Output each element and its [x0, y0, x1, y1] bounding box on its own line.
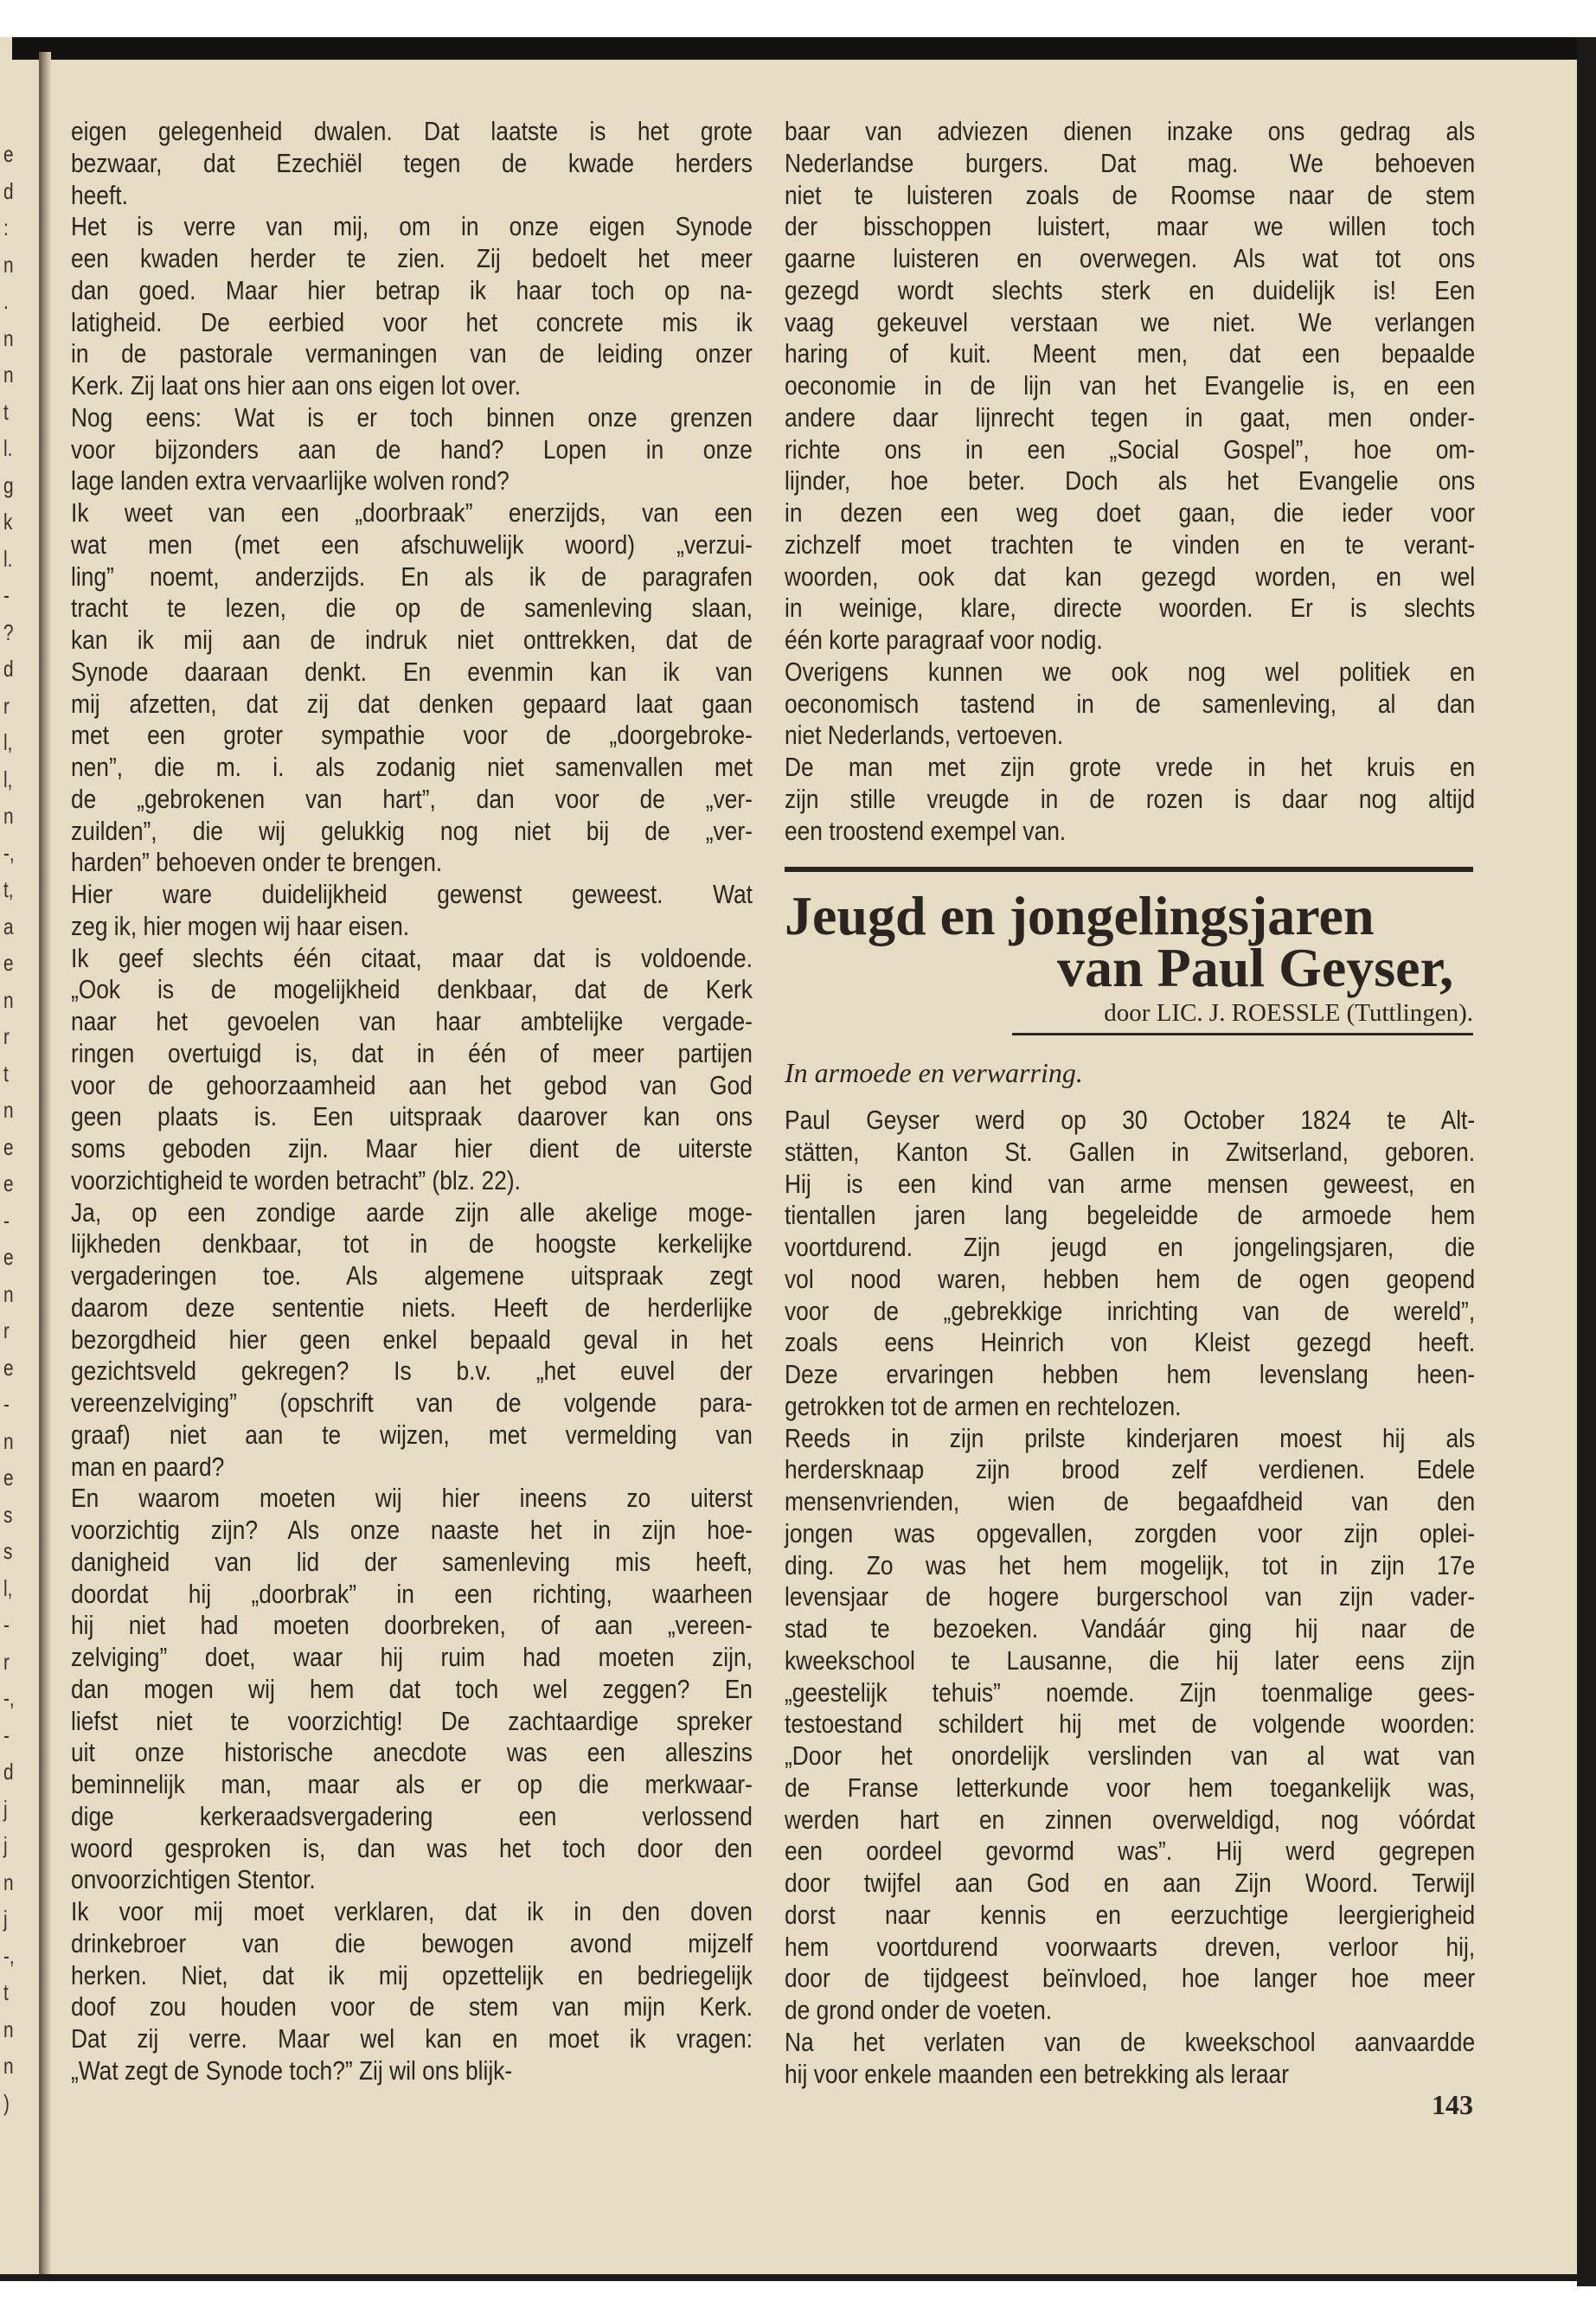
text-line: Ik weet van een „doorbraak” enerzijds, van een [71, 497, 753, 528]
text-line: hem voortdurend voorwaarts dreven, verloor hij, [785, 1931, 1476, 1962]
margin-fragment: n [3, 2053, 14, 2079]
text-line: een kwaden herder te zien. Zij bedoelt het meer [71, 243, 753, 273]
text-line: vereenzelviging” (opschrift van de volgende para- [71, 1388, 753, 1418]
paragraph [71, 116, 753, 211]
text-line: de grond onder de voeten. [785, 1995, 1053, 2025]
left-column [71, 116, 753, 2087]
text-line: herken. Niet, dat ik mij opzettelijk en bedriegelijk [71, 1959, 753, 1990]
article-subheading: In armoede en verwarring. [785, 1057, 1083, 1088]
paragraph [785, 2027, 1475, 2091]
text-line: gezegd wordt slechts sterk en duidelijk is! Een [785, 274, 1476, 305]
top-scan-border [12, 37, 1577, 60]
text-line: met een groter sympathie voor de „doorgebroke- [71, 720, 753, 751]
margin-fragment: - [3, 1391, 10, 1417]
text-line: Na het verlaten van de kweekschool aanvaardde [785, 2026, 1476, 2057]
margin-fragment: s [3, 1538, 13, 1564]
text-line: kweekschool te Lausanne, die hij later eens zijn [785, 1644, 1476, 1676]
text-line: heeft. [71, 179, 128, 210]
text-line: ding. Zo was het hem mogelijk, tot in zijn 17e [785, 1549, 1476, 1580]
text-line: eigen gelegenheid dwalen. Dat laatste is het grote [71, 116, 753, 146]
text-line: voor de gehoorzaamheid aan het gebod van God [71, 1069, 753, 1100]
margin-fragment: e [3, 1465, 14, 1490]
margin-fragment: l, [3, 766, 13, 792]
text-line: graaf) niet aan te wijzen, met vermelding van [71, 1419, 753, 1450]
text-line: gezichtsveld gekregen? Is b.v. „het euvel der [71, 1356, 753, 1387]
text-line: daarom deze sententie niets. Heeft de herderlijke [71, 1292, 753, 1323]
margin-fragment: n [3, 1097, 14, 1123]
text-line: der bisschoppen luistert, maar we willen toch [785, 211, 1476, 242]
text-line: „Wat zegt de Synode toch?” Zij wil ons blijk- [71, 2054, 513, 2086]
margin-fragment: - [3, 1612, 10, 1638]
paragraph [785, 1423, 1475, 2027]
article-title-line2: van Paul Geyser, [1057, 937, 1454, 998]
margin-fragment: r [3, 1648, 10, 1675]
paragraph [71, 1483, 753, 1896]
margin-fragment: . [3, 288, 9, 314]
text-line: vergaderingen toe. Als algemene uitspraak zegt [71, 1260, 753, 1291]
text-line: onvoorzichtigen Stentor. [71, 1864, 316, 1895]
text-line: danigheid van lid der samenleving mis heeft, [71, 1546, 753, 1577]
text-line: zeg ik, hier mogen wij haar eisen. [71, 910, 410, 941]
margin-fragment: l, [3, 729, 13, 755]
text-line: Overigens kunnen we ook nog wel politiek en [785, 656, 1476, 687]
text-line: door twijfel aan God en aan Zijn Woord. Terwijl [785, 1868, 1476, 1898]
text-line: zelviging” doet, waar hij ruim had moeten zijn, [71, 1642, 753, 1672]
text-line: zijn stille vreugde in de rozen is daar nog altijd [785, 783, 1476, 814]
text-line: „Ook is de mogelijkheid denkbaar, dat de Kerk [71, 974, 753, 1005]
paragraph [71, 1197, 753, 1484]
text-line: De man met zijn grote vrede in het kruis en [785, 752, 1476, 782]
previous-page-margin-fragments [3, 138, 29, 2124]
margin-fragment: n [3, 2016, 14, 2042]
text-line: Kerk. Zij laat ons hier aan ons eigen lot over. [71, 370, 521, 401]
margin-fragment: - [3, 1207, 10, 1234]
margin-fragment: n [3, 986, 14, 1013]
margin-fragment: -, [3, 839, 15, 866]
text-line: geen plaats is. Een uitspraak daarover kan ons [71, 1101, 753, 1132]
margin-fragment: n [3, 362, 14, 388]
text-line: baar van adviezen dienen inzake ons gedrag als [785, 116, 1476, 146]
margin-fragment: s [3, 1501, 13, 1528]
text-line: lijnder, hoe beter. Doch als het Evangelie ons [785, 465, 1476, 497]
margin-fragment: l. [3, 545, 13, 572]
text-line: herdersknaap zijn brood zelf verdienen. Edele [785, 1454, 1476, 1485]
margin-fragment: n [3, 1280, 14, 1307]
margin-fragment: d [3, 1759, 14, 1785]
paragraph [785, 657, 1475, 752]
paragraph [71, 943, 753, 1197]
text-line: oeconomie in de lijn van het Evangelie is, en een [785, 370, 1476, 401]
text-line: levensjaar de hogere burgerschool van zijn vader- [785, 1581, 1476, 1612]
margin-fragment: t [3, 1979, 9, 2005]
text-line: harden” behoeven onder te brengen. [71, 847, 443, 878]
text-line: naar het gevoelen van haar ambtelijke vergade- [71, 1006, 753, 1036]
text-line: Deze ervaringen hebben hem levenslang heen- [785, 1359, 1476, 1389]
text-line: lage landen extra vervaarlijke wolven rond? [71, 465, 510, 497]
text-line: de Franse letterkunde voor hem toegankelijk was, [785, 1772, 1476, 1803]
margin-fragment: e [3, 950, 14, 976]
margin-fragment: e [3, 1354, 14, 1381]
text-line: nen”, die m. i. als zodanig niet samenvallen met [71, 752, 753, 782]
text-line: testoestand schildert hij met de volgende woorden: [785, 1708, 1476, 1740]
text-line: dan mogen wij hem dat toch wel zeggen? En [71, 1673, 753, 1704]
margin-fragment: e [3, 1244, 14, 1270]
article-title-line1: Jeugd en jongelingsjaren [785, 885, 1375, 946]
text-line: tientallen jaren lang begeleidde de armoede hem [785, 1200, 1476, 1231]
text-line: bezorgdheid hier geen enkel bepaald geval in het [71, 1324, 753, 1355]
text-line: „geestelijk tehuis” noemde. Zijn toenmalige gees- [785, 1676, 1476, 1708]
paragraph [71, 211, 753, 402]
text-line: wat men (met een afschuwelijk woord) „verzui- [71, 529, 753, 560]
margin-fragment: ? [3, 619, 14, 645]
text-line: uit onze historische anecdote was een alleszins [71, 1737, 753, 1768]
text-line: een troostend exempel van. [785, 815, 1067, 846]
text-line: één korte paragraaf voor nodig. [785, 625, 1103, 655]
margin-fragment: t, [3, 876, 14, 902]
margin-fragment: k [3, 509, 13, 535]
text-line: Nog eens: Wat is er toch binnen onze grenzen [71, 401, 753, 433]
text-line: voortdurend. Zijn jeugd en jongelingsjaren, die [785, 1232, 1476, 1262]
text-line: werden hart en zinnen overweldigd, nog vóórdat [785, 1804, 1476, 1835]
text-line: niet Nederlands, vertoeven. [785, 720, 1064, 751]
text-line: mij afzetten, dat zij dat denken gepaard laat gaan [71, 688, 753, 719]
text-line: voor de „gebrekkige inrichting van de wereld”, [785, 1295, 1476, 1326]
text-line: latigheid. De eerbied voor het concrete mis ik [71, 306, 753, 337]
text-line: stätten, Kanton St. Gallen in Zwitserland, geboren. [785, 1136, 1476, 1167]
text-line: jongen was opgevallen, zorgden voor zijn oplei- [785, 1517, 1476, 1548]
margin-fragment: n [3, 251, 14, 278]
text-line: Hij is een kind van arme mensen geweest, en [785, 1168, 1476, 1199]
text-line: mensenvrienden, wien de begaafdheid van den [785, 1486, 1476, 1516]
text-line: zichzelf moet trachten te vinden en te verant- [785, 529, 1476, 560]
text-line: woorden, ook dat kan gezegd worden, en wel [785, 561, 1476, 592]
margin-fragment: j [3, 1795, 8, 1822]
byline-rule [1012, 1033, 1473, 1035]
margin-fragment: n [3, 1427, 14, 1454]
paragraph [785, 1105, 1475, 1423]
text-line: Reeds in zijn prilste kinderjaren moest hij als [785, 1422, 1476, 1453]
text-line: gaarne luisteren en overwegen. Als wat tot ons [785, 243, 1476, 273]
right-scan-border [1577, 37, 1596, 2286]
text-line: lijkheden denkbaar, tot in de hoogste kerkelijke [71, 1228, 753, 1259]
paragraph [71, 1896, 753, 2087]
text-line: in weinige, klare, directe woorden. Er is slechts [785, 593, 1476, 624]
margin-fragment: l. [3, 435, 13, 461]
article-top-rule [785, 867, 1473, 872]
text-line: de „gebrokenen van hart”, dan voor de „ver- [71, 783, 753, 814]
text-line: stad te bezoeken. Vandáár ging hij naar de [785, 1613, 1476, 1644]
paragraph [785, 752, 1475, 847]
text-line: vaag gekeuvel verstaan we niet. We verlangen [785, 306, 1476, 337]
text-line: woord gesproken is, dan was het toch door den [71, 1832, 753, 1863]
text-line: zoals eens Heinrich von Kleist gezegd heeft. [785, 1327, 1476, 1358]
margin-fragment: j [3, 1906, 8, 1932]
article-byline: door LIC. J. ROESSLE (Tuttlingen). [1104, 999, 1473, 1027]
text-line: man en paard? [71, 1451, 225, 1482]
margin-fragment: e [3, 1170, 14, 1196]
margin-fragment: - [3, 1721, 10, 1748]
text-line: richte ons in een „Social Gospel”, hoe om- [785, 433, 1476, 465]
text-line: Synode daaraan denkt. En evenmin kan ik van [71, 656, 753, 687]
paragraph [71, 879, 753, 943]
margin-fragment: -, [3, 1685, 15, 1711]
text-line: voor bijzonders aan de hand? Lopen in onze [71, 433, 753, 465]
bottom-scan-border [0, 2274, 1596, 2281]
text-line: Nederlandse burgers. Dat mag. We behoeven [785, 147, 1476, 178]
margin-fragment: n [3, 803, 14, 829]
margin-fragment: -, [3, 1942, 15, 1969]
text-line: bezwaar, dat Ezechiël tegen de kwade herders [71, 147, 753, 178]
text-line: En waarom moeten wij hier ineens zo uiterst [71, 1483, 753, 1514]
margin-fragment: a [3, 913, 14, 939]
text-line: vol nood waren, hebben hem de ogen geopend [785, 1263, 1476, 1294]
margin-fragment: n [3, 324, 14, 351]
text-line: Hier ware duidelijkheid gewenst geweest. Wat [71, 879, 753, 909]
paragraph [71, 497, 753, 879]
margin-fragment: j [3, 1832, 8, 1858]
page-number: 143 [1432, 2089, 1473, 2120]
margin-fragment: d [3, 656, 14, 682]
text-line: Ik voor mij moet verklaren, dat ik in den doven [71, 1896, 753, 1926]
text-line: kan ik mij aan de indruk niet onttrekken, dat de [71, 625, 753, 655]
text-line: door de tijdgeest beïnvloed, hoe langer hoe meer [785, 1963, 1476, 1994]
page-gutter [39, 52, 51, 2274]
text-line: hij niet had moeten doorbreken, of aan „vereen- [71, 1610, 753, 1641]
margin-fragment: l, [3, 1574, 13, 1601]
text-line: een oordeel gevormd was”. Hij werd gegrepen [785, 1836, 1476, 1867]
margin-fragment: ) [3, 2089, 10, 2116]
text-line: „Door het onordelijk verslinden van al wat van [785, 1740, 1476, 1771]
text-line: haring of kuit. Meent men, dat een bepaalde [785, 338, 1476, 369]
margin-fragment: n [3, 1868, 14, 1895]
margin-fragment: r [3, 692, 10, 719]
margin-fragment: t [3, 1060, 9, 1086]
text-line: soms geboden zijn. Maar hier dient de uiterste [71, 1133, 753, 1163]
text-line: in de pastorale vermaningen van de leiding onzer [71, 338, 753, 369]
text-line: andere daar lijnrecht tegen in gaat, men onder- [785, 401, 1476, 433]
text-line: dan goed. Maar hier betrap ik haar toch op na- [71, 274, 753, 305]
paragraph [785, 116, 1475, 657]
text-line: Het is verre van mij, om in onze eigen Synode [71, 211, 753, 242]
right-column-top [785, 116, 1475, 847]
margin-fragment: e [3, 1133, 14, 1160]
margin-fragment: r [3, 1023, 10, 1049]
margin-fragment: r [3, 1317, 10, 1343]
margin-fragment: d [3, 177, 14, 204]
text-line: voorzichtigheid te worden betracht” (blz. 22). [71, 1164, 521, 1195]
text-line: ling” noemt, anderzijds. En als ik de paragrafen [71, 561, 753, 592]
margin-fragment: - [3, 582, 10, 608]
margin-fragment: e [3, 141, 14, 167]
text-line: Paul Geyser werd op 30 October 1824 te Alt- [785, 1105, 1476, 1135]
text-line: doof zou houden voor de stem van mijn Kerk. [71, 1991, 753, 2022]
text-line: doordat hij „doorbrak” in een richting, waarheen [71, 1578, 753, 1609]
text-line: Ik geef slechts één citaat, maar dat is voldoende. [71, 942, 753, 973]
text-line: dorst naar kennis en eerzuchtige leergierigheid [785, 1899, 1476, 1930]
text-line: ringen overtuigd is, dat in één of meer partijen [71, 1037, 753, 1068]
text-line: zuilden”, die wij gelukkig nog niet bij de „ver- [71, 815, 753, 846]
text-line: beminnelijk man, maar als er op die merkwaar- [71, 1769, 753, 1799]
text-line: hij voor enkele maanden een betrekking als leraar [785, 2058, 1289, 2089]
text-line: drinkebroer van die bewogen avond mijzelf [71, 1927, 753, 1958]
text-line: Ja, op een zondige aarde zijn alle akelige moge- [71, 1196, 753, 1227]
right-column-article-body [785, 1105, 1475, 2090]
text-line: in dezen een weg doet gaan, die ieder voor [785, 497, 1476, 528]
text-line: tracht te lezen, die op de samenleving slaan, [71, 593, 753, 624]
text-line: voorzichtig zijn? Als onze naaste het in zijn hoe- [71, 1515, 753, 1545]
paragraph [71, 402, 753, 497]
text-line: Dat zij verre. Maar wel kan en moet ik vragen: [71, 2023, 753, 2054]
text-line: liefst niet te voorzichtig! De zachtaardige spreker [71, 1705, 753, 1736]
text-line: dige kerkeraadsvergadering een verlossend [71, 1800, 753, 1831]
text-line: oeconomisch tastend in de samenleving, al dan [785, 688, 1476, 719]
margin-fragment: t [3, 398, 9, 425]
margin-fragment: g [3, 471, 14, 498]
text-line: niet te luisteren zoals de Roomse naar de stem [785, 179, 1476, 210]
margin-fragment: : [3, 215, 9, 240]
text-line: getrokken tot de armen en rechtelozen. [785, 1390, 1182, 1421]
